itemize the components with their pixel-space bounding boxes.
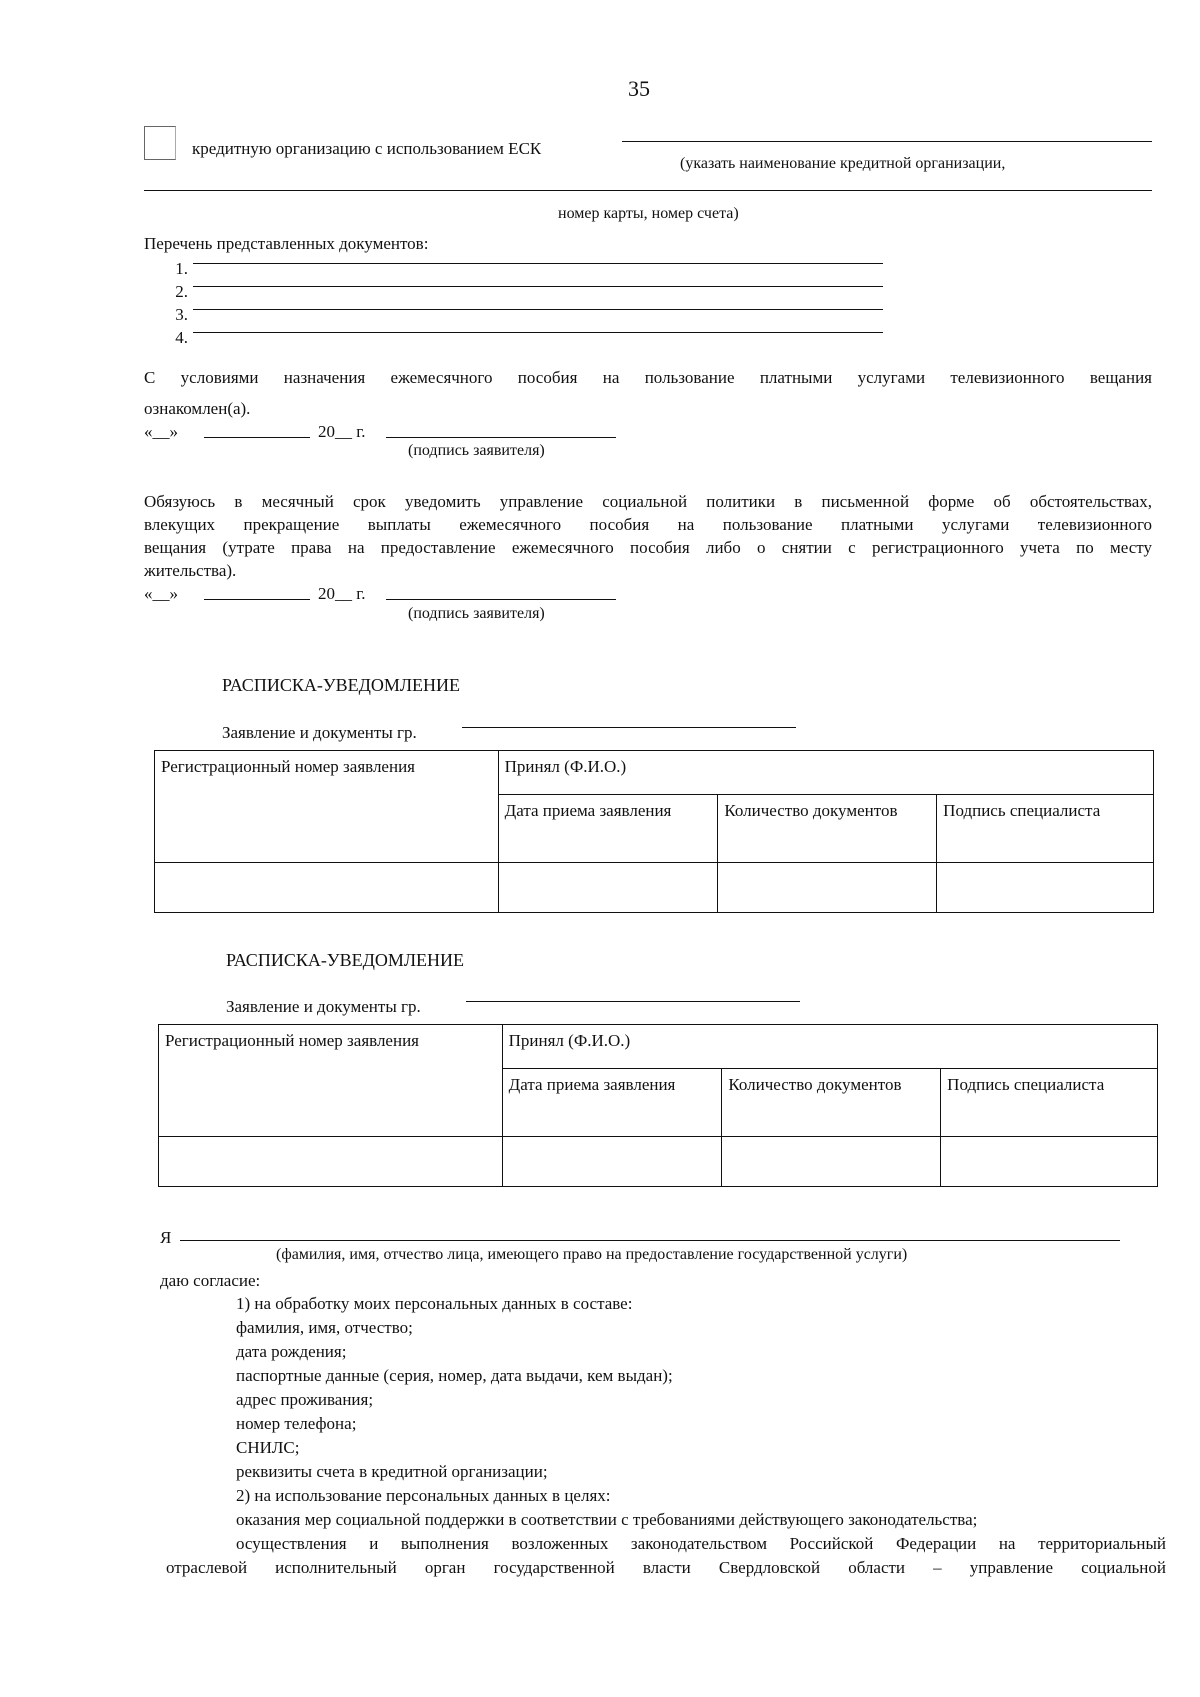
col-documents-count: Количество документов bbox=[718, 795, 937, 863]
col-date-received: Дата приема заявления bbox=[502, 1069, 722, 1137]
documents-list-item-line[interactable] bbox=[193, 286, 883, 287]
consent-line: 1) на обработку моих персональных данных в составе: bbox=[236, 1294, 633, 1313]
page-number: 35 bbox=[628, 76, 650, 101]
date-month-line[interactable] bbox=[204, 599, 310, 600]
signature-line[interactable] bbox=[386, 437, 616, 438]
col-documents-count: Количество документов bbox=[722, 1069, 941, 1137]
receipt-title: РАСПИСКА-УВЕДОМЛЕНИЕ bbox=[226, 950, 465, 970]
consent-line: дата рождения; bbox=[236, 1342, 347, 1361]
applicant-name-line[interactable] bbox=[466, 1001, 800, 1002]
obligation-line-3: вещания (утрате права на предоставление ежемесячного пособия либо о снятии с регистрационного учета по месту bbox=[144, 538, 1152, 557]
consent-last-line: отраслевой исполнительный орган государственной власти Свердловской области – управление социальной bbox=[166, 1558, 1166, 1577]
bank-option-label: кредитную организацию с использованием ЕСК bbox=[192, 139, 542, 158]
applicant-name-line[interactable] bbox=[462, 727, 796, 728]
date-month-line[interactable] bbox=[204, 437, 310, 438]
date-day: «__» bbox=[144, 584, 178, 603]
bank-name-line[interactable] bbox=[622, 141, 1152, 142]
receipt-table bbox=[154, 750, 1154, 913]
col-registration-number: Регистрационный номер заявления bbox=[159, 1025, 503, 1137]
consent-line: оказания мер социальной поддержки в соответствии с требованиями действующего законодательства; bbox=[236, 1510, 978, 1529]
consent-give: даю согласие: bbox=[160, 1271, 261, 1290]
signature-line[interactable] bbox=[386, 599, 616, 600]
obligation-line-1: Обязуюсь в месячный срок уведомить управление социальной политики в письменной форме об обстоятельствах, bbox=[144, 492, 1152, 511]
table-cell[interactable] bbox=[498, 863, 718, 913]
date-day: «__» bbox=[144, 422, 178, 441]
bank-details-line[interactable] bbox=[144, 190, 1152, 191]
documents-list-item-number: 4. bbox=[175, 328, 188, 347]
consent-line: осуществления и выполнения возложенных законодательством Российской Федерации на территориальный bbox=[236, 1534, 1166, 1553]
bank-option-checkbox[interactable] bbox=[144, 126, 176, 160]
table-cell[interactable] bbox=[941, 1137, 1158, 1187]
date-year: 20__ г. bbox=[318, 584, 366, 603]
col-specialist-signature: Подпись специалиста bbox=[937, 795, 1154, 863]
signature-hint: (подпись заявителя) bbox=[408, 442, 545, 459]
documents-list-title: Перечень представленных документов: bbox=[144, 234, 429, 253]
obligation-line-4: жительства). bbox=[144, 561, 237, 580]
consent-line: номер телефона; bbox=[236, 1414, 357, 1433]
bank-hint-2: номер карты, номер счета) bbox=[558, 205, 739, 222]
documents-list-item-number: 2. bbox=[175, 282, 188, 301]
col-registration-number: Регистрационный номер заявления bbox=[155, 751, 499, 863]
col-date-received: Дата приема заявления bbox=[498, 795, 718, 863]
consent-name-line[interactable] bbox=[180, 1240, 1120, 1241]
consent-name-hint: (фамилия, имя, отчество лица, имеющего право на предоставление государственной услуги) bbox=[276, 1246, 908, 1263]
table-cell[interactable] bbox=[722, 1137, 941, 1187]
table-cell[interactable] bbox=[937, 863, 1154, 913]
col-specialist-signature: Подпись специалиста bbox=[941, 1069, 1158, 1137]
date-year: 20__ г. bbox=[318, 422, 366, 441]
consent-line: реквизиты счета в кредитной организации; bbox=[236, 1462, 548, 1481]
table-cell[interactable] bbox=[718, 863, 937, 913]
acquainted-text: С условиями назначения ежемесячного пособия на пользование платными услугами телевизионного вещания bbox=[144, 368, 1152, 387]
documents-list-item-line[interactable] bbox=[193, 263, 883, 264]
applicant-label: Заявление и документы гр. bbox=[222, 723, 417, 742]
bank-hint-1: (указать наименование кредитной организации, bbox=[680, 155, 1006, 172]
documents-list-item-number: 3. bbox=[175, 305, 188, 324]
documents-list-item-number: 1. bbox=[175, 259, 188, 278]
receipt-table bbox=[158, 1024, 1158, 1187]
consent-line: 2) на использование персональных данных в целях: bbox=[236, 1486, 611, 1505]
consent-line: адрес проживания; bbox=[236, 1390, 374, 1409]
signature-hint: (подпись заявителя) bbox=[408, 605, 545, 622]
applicant-label: Заявление и документы гр. bbox=[226, 997, 421, 1016]
consent-line: фамилия, имя, отчество; bbox=[236, 1318, 413, 1337]
table-cell[interactable] bbox=[502, 1137, 722, 1187]
receipt-title: РАСПИСКА-УВЕДОМЛЕНИЕ bbox=[222, 675, 461, 695]
consent-line: паспортные данные (серия, номер, дата выдачи, кем выдан); bbox=[236, 1366, 673, 1385]
table-cell[interactable] bbox=[155, 863, 499, 913]
documents-list-item-line[interactable] bbox=[193, 309, 883, 310]
acquainted-text-2: ознакомлен(а). bbox=[144, 399, 251, 418]
table-cell[interactable] bbox=[159, 1137, 503, 1187]
documents-list-item-line[interactable] bbox=[193, 332, 883, 333]
col-accepted-by: Принял (Ф.И.О.) bbox=[498, 751, 1153, 795]
consent-line: СНИЛС; bbox=[236, 1438, 300, 1457]
consent-i: Я bbox=[160, 1228, 172, 1247]
obligation-line-2: влекущих прекращение выплаты ежемесячного пособия на пользование платными услугами телевизионного bbox=[144, 515, 1152, 534]
col-accepted-by: Принял (Ф.И.О.) bbox=[502, 1025, 1157, 1069]
